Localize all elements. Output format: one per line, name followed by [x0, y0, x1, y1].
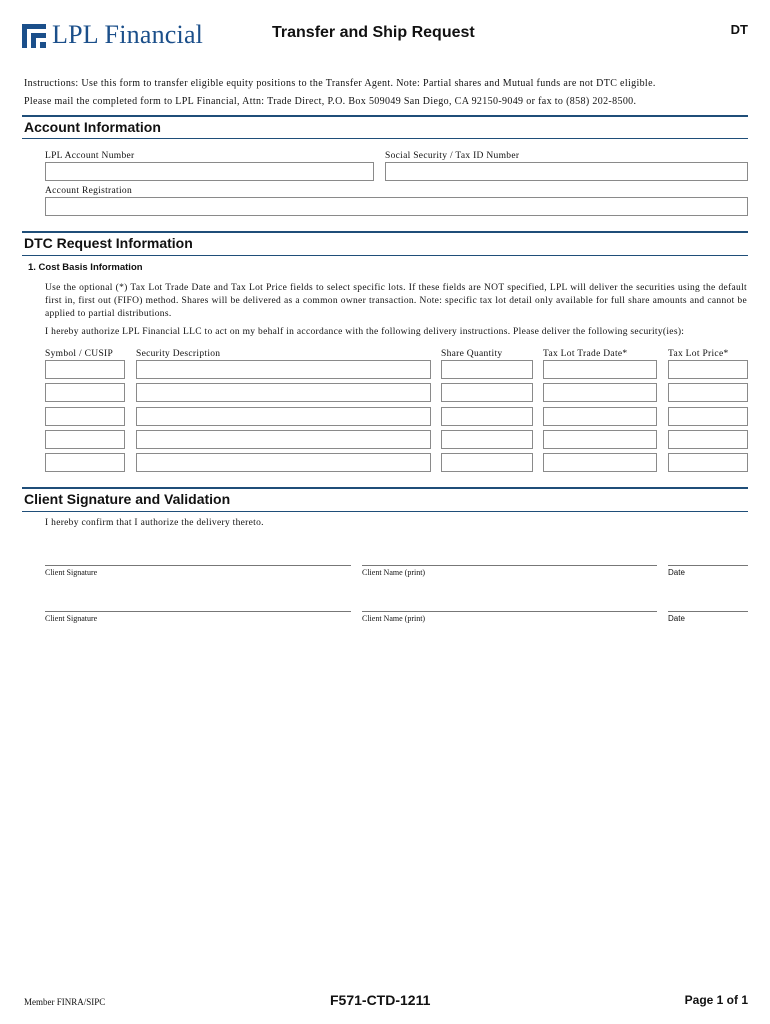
tax-lot-price-field[interactable]: [668, 407, 748, 426]
client-name-label: Client Name (print): [362, 614, 426, 623]
cost-basis-subheading: 1. Cost Basis Information: [28, 262, 143, 273]
lpl-logo-mark-icon: [22, 22, 46, 48]
tax-lot-price-field[interactable]: [668, 453, 748, 472]
security-description-field[interactable]: [136, 453, 431, 472]
col-header-symbol: Symbol / CUSIP: [45, 349, 114, 359]
instructions-line-1: Instructions: Use this form to transfer eligible equity positions to the Transfer Agent. Note: Partial shares and Mutual funds are not DTC eligible.: [24, 78, 656, 89]
client-name-label: Client Name (print): [362, 568, 426, 577]
section-rule: [22, 231, 748, 233]
symbol-cusip-field[interactable]: [45, 430, 125, 449]
ssn-field[interactable]: [385, 162, 748, 181]
symbol-cusip-field[interactable]: [45, 383, 125, 402]
account-registration-label: Account Registration: [45, 186, 132, 196]
tax-lot-price-field[interactable]: [668, 430, 748, 449]
client-name-line[interactable]: [362, 611, 657, 612]
member-finra-sipc: Member FINRA/SIPC: [24, 997, 106, 1007]
security-description-field[interactable]: [136, 430, 431, 449]
client-signature-label: Client Signature: [45, 568, 98, 577]
authorization-paragraph: I hereby authorize LPL Financial LLC to act on my behalf in accordance with the following delivery instructions. Please deliver the following security(ies):: [45, 327, 685, 337]
date-line[interactable]: [668, 565, 748, 566]
client-signature-line[interactable]: [45, 565, 351, 566]
section-rule: [22, 487, 748, 489]
instructions-line-2: Please mail the completed form to LPL Financial, Attn: Trade Direct, P.O. Box 509049 San Diego, CA 92150-9049 or fax to (858) 202-8500.: [24, 96, 637, 107]
lpl-logo: [22, 20, 203, 50]
tax-lot-price-field[interactable]: [668, 360, 748, 379]
share-quantity-field[interactable]: [441, 453, 533, 472]
form-code: DT: [730, 22, 748, 37]
client-name-line[interactable]: [362, 565, 657, 566]
security-description-field[interactable]: [136, 360, 431, 379]
section-rule: [22, 511, 748, 512]
security-description-field[interactable]: [136, 407, 431, 426]
dtc-section-title: DTC Request Information: [24, 235, 193, 251]
account-number-label: LPL Account Number: [45, 151, 135, 161]
tax-lot-trade-date-field[interactable]: [543, 453, 657, 472]
section-rule: [22, 115, 748, 117]
symbol-cusip-field[interactable]: [45, 360, 125, 379]
share-quantity-field[interactable]: [441, 407, 533, 426]
tax-lot-trade-date-field[interactable]: [543, 360, 657, 379]
tax-lot-price-field[interactable]: [668, 383, 748, 402]
tax-lot-trade-date-field[interactable]: [543, 430, 657, 449]
date-label: Date: [668, 614, 685, 623]
tax-lot-trade-date-field[interactable]: [543, 407, 657, 426]
account-number-field[interactable]: [45, 162, 374, 181]
col-header-trade-date: Tax Lot Trade Date*: [543, 349, 628, 359]
symbol-cusip-field[interactable]: [45, 407, 125, 426]
client-signature-label: Client Signature: [45, 614, 98, 623]
confirm-text: I hereby confirm that I authorize the delivery thereto.: [45, 518, 264, 528]
client-signature-line[interactable]: [45, 611, 351, 612]
share-quantity-field[interactable]: [441, 430, 533, 449]
share-quantity-field[interactable]: [441, 360, 533, 379]
share-quantity-field[interactable]: [441, 383, 533, 402]
account-registration-field[interactable]: [45, 197, 748, 216]
symbol-cusip-field[interactable]: [45, 453, 125, 472]
col-header-description: Security Description: [136, 349, 221, 359]
account-section-title: Account Information: [24, 119, 161, 135]
tax-lot-trade-date-field[interactable]: [543, 383, 657, 402]
signature-section-title: Client Signature and Validation: [24, 491, 231, 507]
section-rule: [22, 255, 748, 256]
logo-text: LPL Financial: [52, 20, 204, 49]
ssn-label: Social Security / Tax ID Number: [385, 151, 520, 161]
section-rule: [22, 138, 748, 139]
cost-basis-paragraph: Use the optional (*) Tax Lot Trade Date and Tax Lot Price fields to select specific lots. If these fields are NOT specified, LPL will deliver the securities using the default first in, first out (FIFO) method. Shares will be delivered as a common owner transaction. Note: specific tax lot detail only available for full share amounts and cannot be applied to partial distributions.: [45, 283, 747, 319]
footer-form-code: F571-CTD-1211: [330, 992, 431, 1008]
date-line[interactable]: [668, 611, 748, 612]
document-title: Transfer and Ship Request: [272, 24, 475, 41]
page-number: Page 1 of 1: [684, 993, 748, 1007]
security-description-field[interactable]: [136, 383, 431, 402]
col-header-quantity: Share Quantity: [441, 349, 503, 359]
date-label: Date: [668, 568, 685, 577]
col-header-lot-price: Tax Lot Price*: [668, 349, 729, 359]
